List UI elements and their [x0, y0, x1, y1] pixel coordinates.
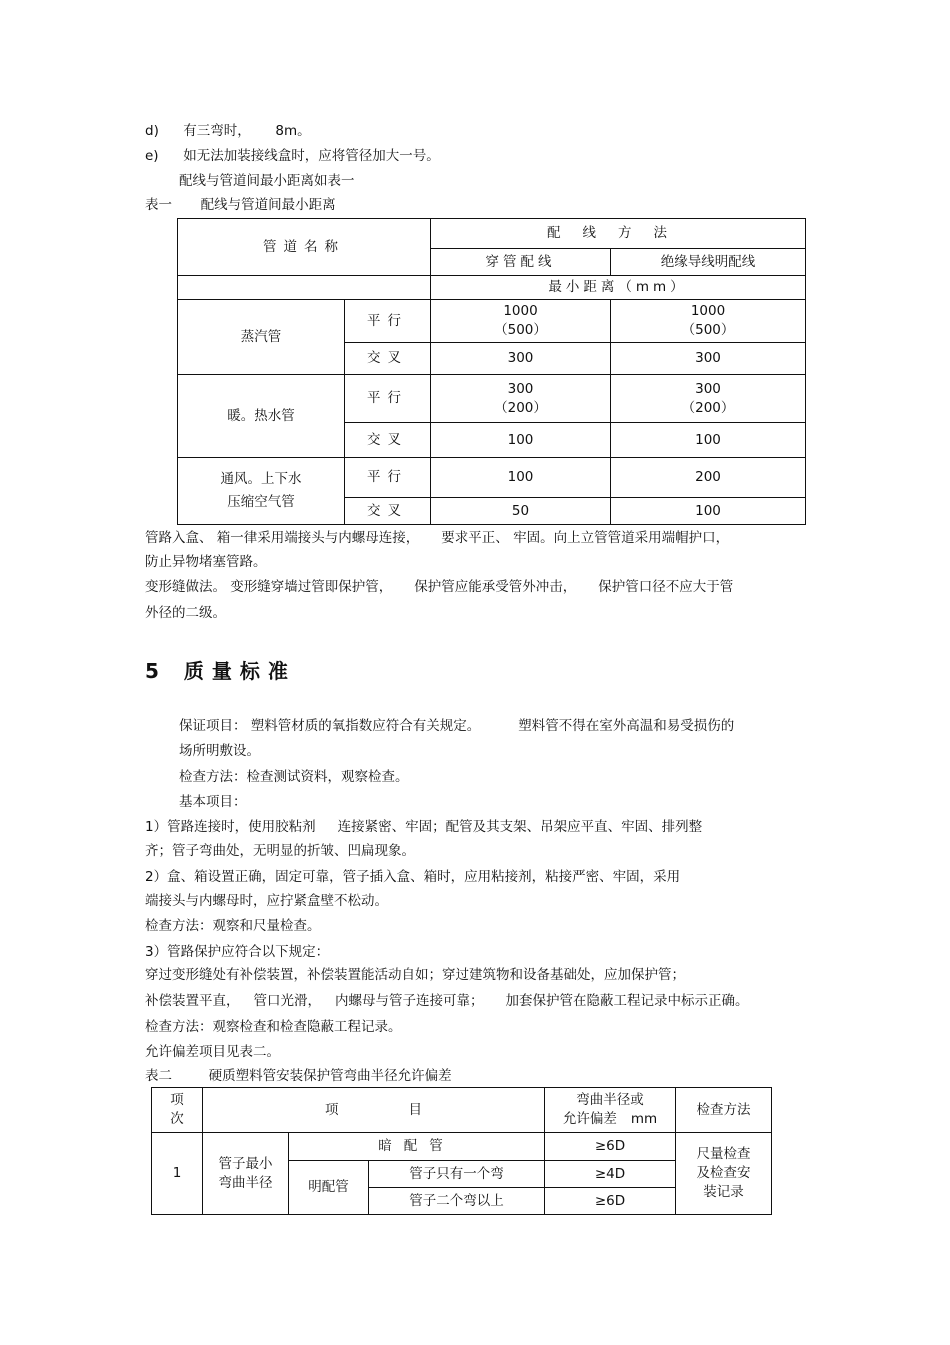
pipe-name-cell: 通风。上下水 压缩空气管: [178, 458, 345, 525]
table1-note: 配线与管道间最小距离如表一: [179, 173, 355, 189]
item1-line1: [145, 818, 702, 836]
item2-line2: 端接头与内螺母时，应拧紧盒壁不松动。: [145, 893, 388, 909]
pipe-name-cell: 暖。热水管: [178, 375, 345, 458]
para-text: 保护管应能承受管外冲击，: [414, 579, 577, 595]
table-row: [152, 1133, 772, 1161]
section-number: 5: [145, 659, 169, 683]
list-text: 如无法加装接线盒时，应将管径加大一号。: [183, 148, 440, 164]
one-bend-cell: 管子只有一个弯: [369, 1161, 545, 1188]
value-cell: 100: [431, 423, 611, 458]
table-row: [178, 375, 806, 423]
value-cell: 300 （200）: [431, 375, 611, 423]
para-text: 补偿装置平直，: [145, 993, 240, 1009]
check-cell: 尺量检查 及检查安 装记录: [676, 1133, 772, 1215]
th-check: 检查方法: [676, 1088, 772, 1133]
list-text: 有三弯时，: [183, 123, 251, 139]
check-method-3: 检查方法：观察检查和检查隐蔽工程记录。: [145, 1019, 402, 1035]
value-cell: 1000 （500）: [431, 300, 611, 343]
para-text: 塑料管不得在室外高温和易受损伤的: [518, 718, 735, 734]
value-cell: 100: [611, 498, 806, 525]
para-text: 1）管路连接时，使用胶粘剂: [145, 819, 316, 835]
check-method-1: 检查方法：检查测试资料，观察检查。: [179, 769, 409, 785]
list-item-d: [145, 122, 311, 140]
th-number: 项 次: [152, 1088, 203, 1133]
para-text: 变形缝做法。 变形缝穿墙过管即保护管，: [145, 579, 393, 595]
value-cell: ≥6D: [545, 1188, 676, 1215]
caption-title: 硬质塑料管安装保护管弯曲半径允许偏差: [208, 1068, 452, 1084]
item2-line1: 2）盒、箱设置正确，固定可靠，管子插入盒、箱时，应用粘接剂，粘接严密、牢固，采用: [145, 869, 681, 885]
value-cell: 300: [431, 343, 611, 375]
cross-label: 交叉: [345, 423, 431, 458]
value-cell: 1000 （500）: [611, 300, 806, 343]
two-bends-cell: 管子二个弯以上: [369, 1188, 545, 1215]
para2-line1: [145, 578, 733, 596]
min-radius-cell: 管子最小 弯曲半径: [203, 1133, 289, 1215]
th-method: 配线方法: [431, 219, 806, 249]
item3-line1: 3）管路保护应符合以下规定：: [145, 944, 330, 960]
section-heading: [145, 659, 296, 683]
parallel-label: 平行: [345, 375, 431, 423]
value-cell: 300: [611, 343, 806, 375]
table1-caption: [145, 196, 336, 214]
allowed-deviation-note: 允许偏差项目见表二。: [145, 1044, 280, 1060]
table-row: [178, 458, 806, 498]
para1-line1: [145, 529, 729, 547]
para2-line2: 外径的二级。: [145, 605, 226, 621]
exposed-cell: 明配管: [289, 1161, 369, 1215]
item3-line3: [145, 992, 749, 1010]
pipe-name-cell: 蒸汽管: [178, 300, 345, 375]
th-min-dist: 最小距离（mm）: [431, 276, 806, 300]
table2: [151, 1087, 772, 1215]
item3-line2: 穿过变形缝处有补偿装置，补偿装置能活动自如；穿过建筑物和设备基础处，应加保护管；: [145, 967, 685, 983]
parallel-label: 平行: [345, 300, 431, 343]
para-text: 要求平正、 牢固。向上立管管道采用端帽护口，: [441, 530, 730, 546]
table1: [177, 218, 806, 525]
list-item-e: [145, 147, 440, 165]
table-cell-blank: [178, 276, 431, 300]
th-open: 绝缘导线明配线: [611, 249, 806, 276]
list-label: e): [145, 148, 159, 164]
basic-items-heading: 基本项目：: [179, 794, 247, 810]
caption-label: 表二: [145, 1068, 172, 1084]
cross-label: 交叉: [345, 498, 431, 525]
para-text: 管口光滑，: [253, 993, 321, 1009]
value-cell: 100: [431, 458, 611, 498]
value-cell: 200: [611, 458, 806, 498]
caption-title: 配线与管道间最小距离: [200, 197, 336, 213]
parallel-label: 平行: [345, 458, 431, 498]
para-text: 保证项目： 塑料管材质的氧指数应符合有关规定。: [179, 718, 481, 734]
guarantee-line2: 场所明敷设。: [179, 743, 260, 759]
check-method-2: 检查方法：观察和尺量检查。: [145, 918, 321, 934]
table-row: [178, 300, 806, 343]
value-cell: 300 （200）: [611, 375, 806, 423]
para-text: 管路入盒、 箱一律采用端接头与内螺母连接，: [145, 530, 420, 546]
th-radius: 弯曲半径或 允许偏差 mm: [545, 1088, 676, 1133]
guarantee-line1: [179, 717, 734, 735]
list-label: d): [145, 123, 159, 139]
caption-label: 表一: [145, 197, 172, 213]
item1-line2: 齐；管子弯曲处，无明显的折皱、凹扁现象。: [145, 843, 415, 859]
list-value: 8m。: [275, 123, 311, 139]
th-item: 项 目: [203, 1088, 545, 1133]
table2-caption: [145, 1067, 452, 1085]
para-text: 连接紧密、牢固；配管及其支架、吊架应平直、牢固、排列整: [337, 819, 703, 835]
para-text: 内螺母与管子连接可靠；: [335, 993, 484, 1009]
para-text: 保护管口径不应大于管: [598, 579, 734, 595]
cross-label: 交叉: [345, 343, 431, 375]
value-cell: ≥6D: [545, 1133, 676, 1161]
para-text: 加套保护管在隐蔽工程记录中标示正确。: [505, 993, 749, 1009]
value-cell: 50: [431, 498, 611, 525]
th-pipe-name: 管道名称: [178, 219, 431, 276]
section-title: 质量标准: [183, 659, 296, 683]
value-cell: ≥4D: [545, 1161, 676, 1188]
value-cell: 100: [611, 423, 806, 458]
th-conduit: 穿管配线: [431, 249, 611, 276]
concealed-cell: 暗配管: [289, 1133, 545, 1161]
para1-line2: 防止异物堵塞管路。: [145, 554, 267, 570]
row-number: 1: [152, 1133, 203, 1215]
